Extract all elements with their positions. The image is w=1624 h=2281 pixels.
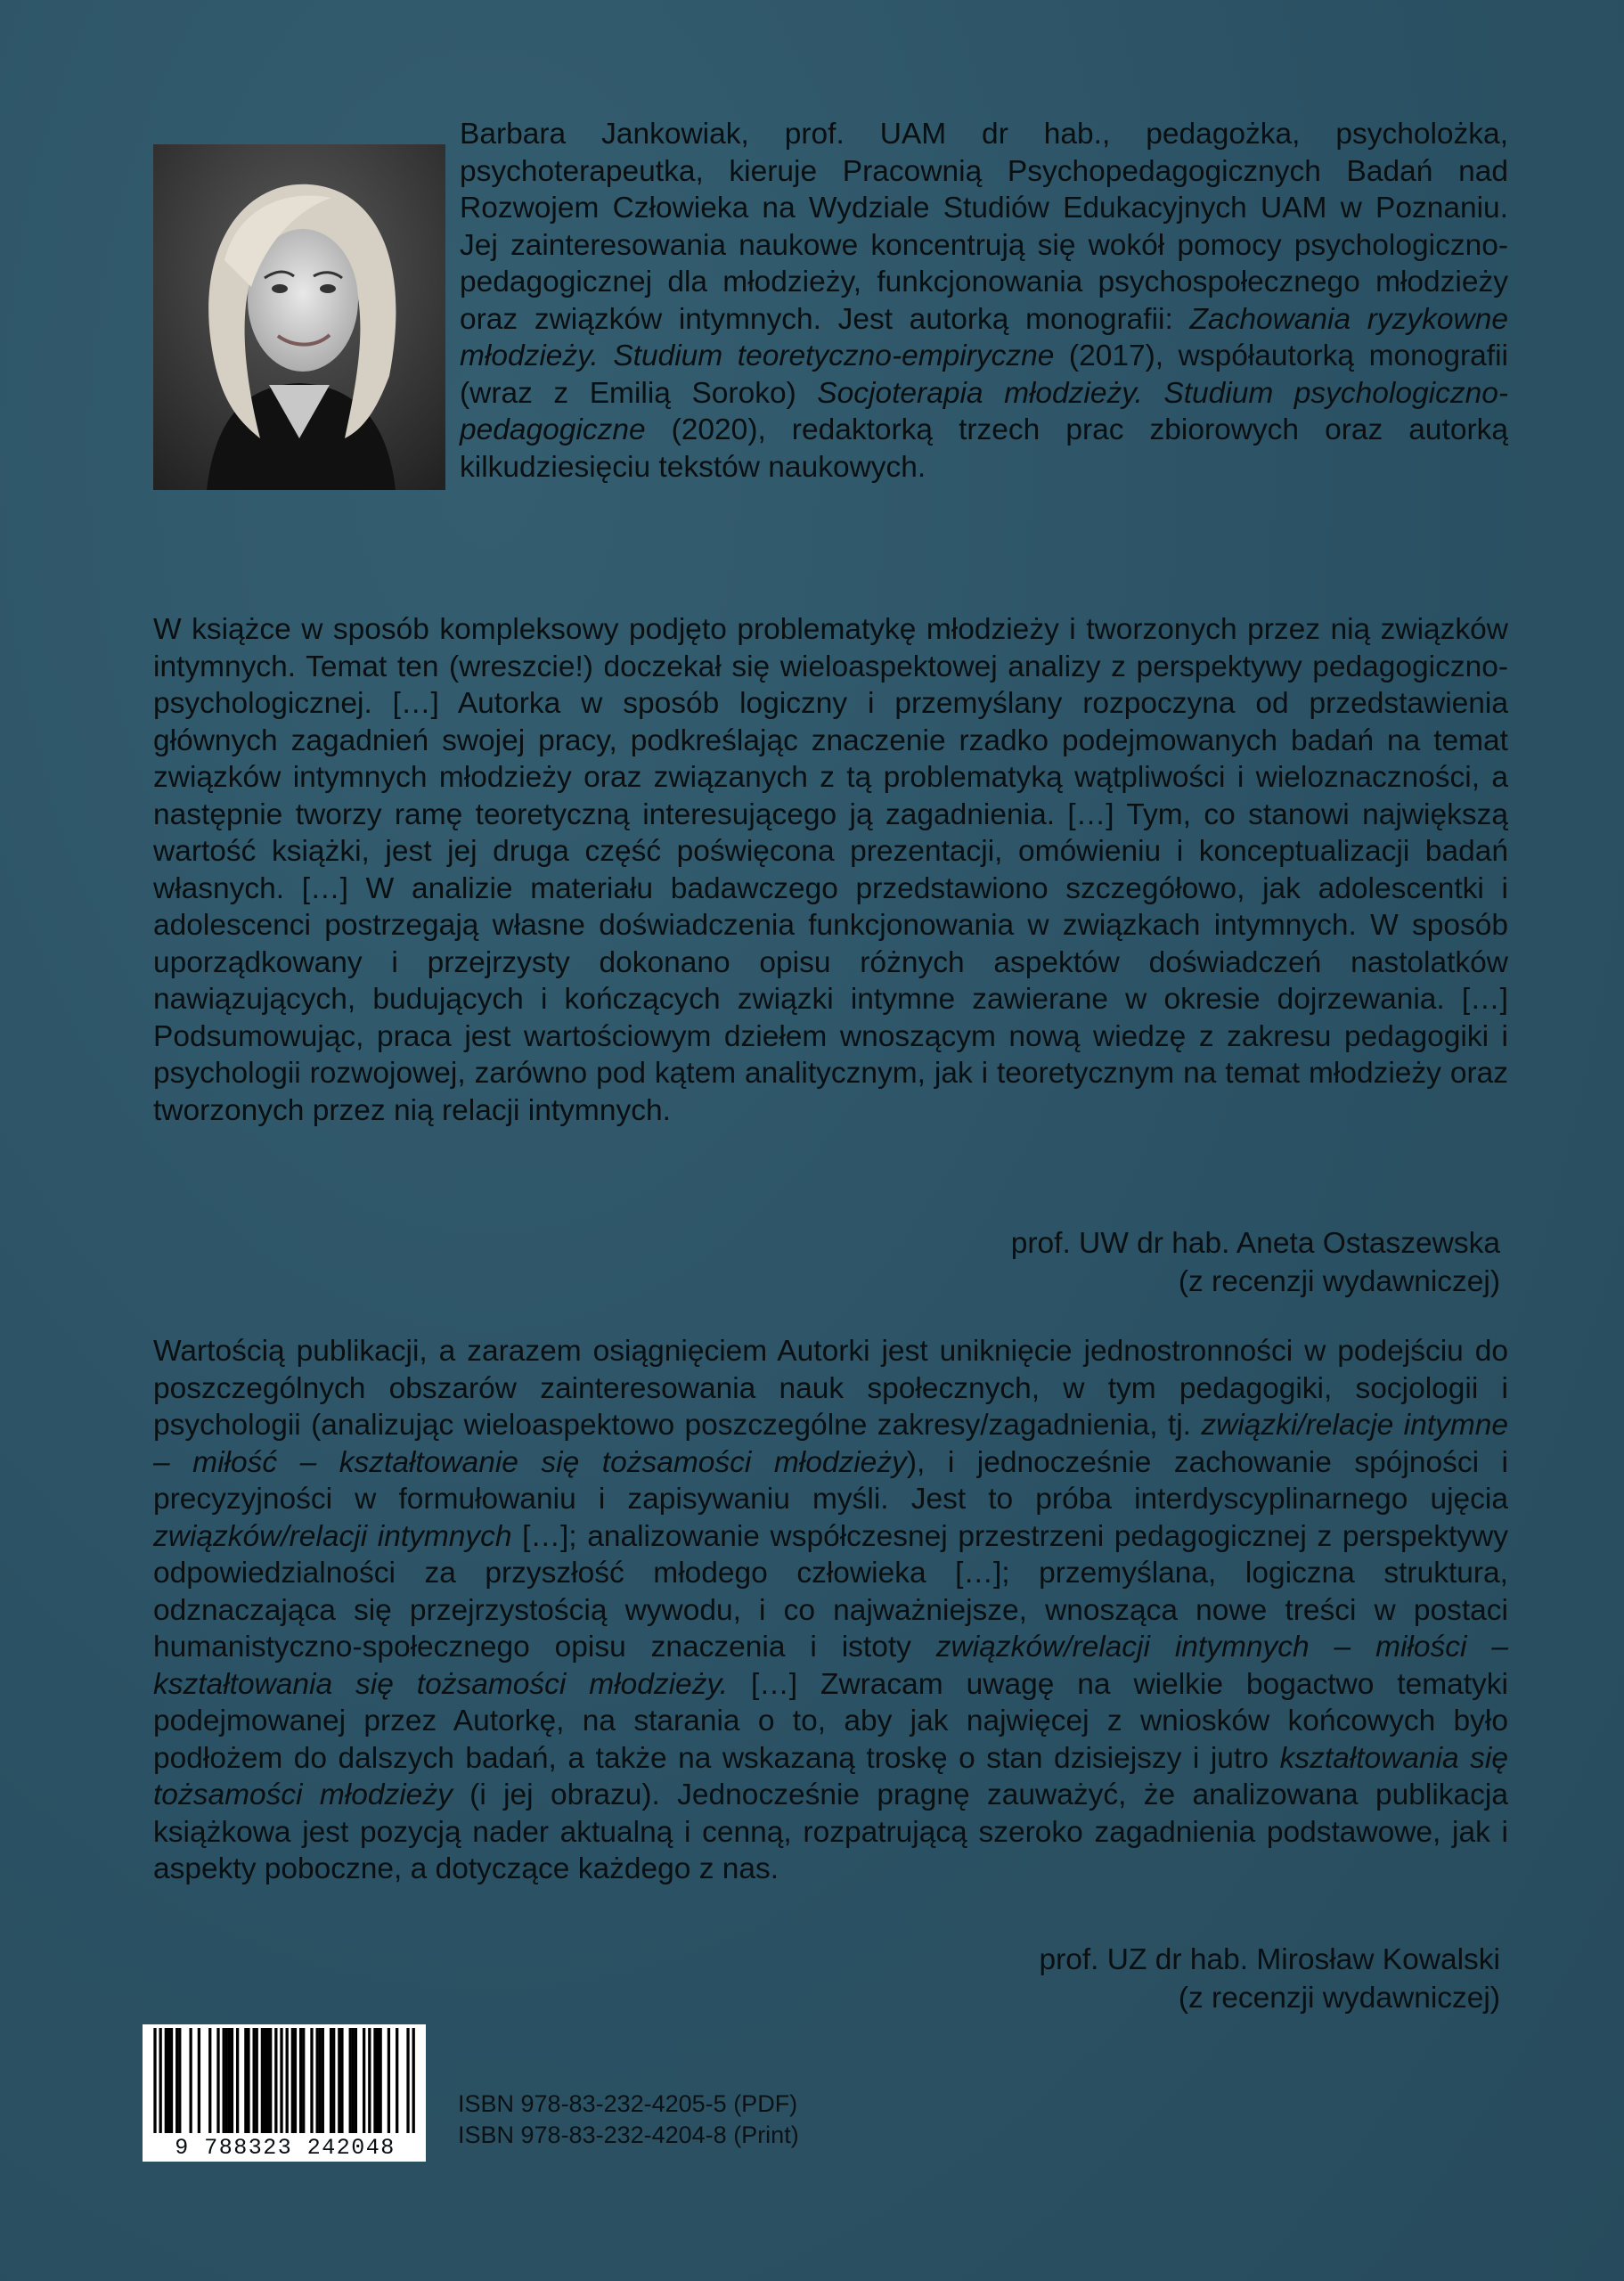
barcode-bar — [198, 2028, 200, 2133]
bio-text-1: Barbara Jankowiak, prof. UAM dr hab., pedagożka, psycholożka, psychoterapeutka, kieruje Pracownią Psychopedagogicznych Badań nad Rozwojem Człowieka na Wydziale Studiów Edukacyjnych UAM w Poznaniu. Jej zainteresowania naukowe koncentrują się wokół pomocy psychologiczno-pedagogicznej dla młodzieży, funkcjonowania psychospołecznego młodzieży oraz związków intymnych. Jest autorką monografii: — [460, 118, 1508, 336]
isbn-print: ISBN 978-83-232-4204-8 (Print) — [458, 2122, 799, 2148]
barcode-bar — [269, 2028, 272, 2133]
barcode-bar — [319, 2028, 322, 2133]
bio-book-title-1: Zachowania ryzykowne młodzieży. Studium teoretyczno-empiryczne — [460, 302, 1509, 372]
barcode-bar — [231, 2028, 233, 2133]
review-2-italic-2: związków/relacji intymnych — [153, 1519, 512, 1553]
review-2-text-1: Wartością publikacji, a zarazem osiągnięciem Autorki jest uniknięcie jednostronności w podejściu do poszczególnych obszarów zainteresowania nauk społecznych, w tym pedagogiki, socjologii i psychologii (analizując wieloaspektowo poszczególne zakresy/zagadnienia, tj. — [153, 1335, 1508, 1442]
barcode-bar — [388, 2028, 390, 2133]
barcode-bar — [264, 2028, 266, 2133]
isbn-block — [458, 2089, 799, 2151]
barcode-bar — [294, 2028, 297, 2133]
barcode-bar — [316, 2028, 319, 2133]
barcode-bar — [330, 2028, 332, 2133]
review-2-signature — [1039, 1941, 1500, 2017]
review-1-source: (z recenzji wydawniczej) — [1178, 1265, 1500, 1298]
barcode-bar — [412, 2028, 415, 2133]
barcode-bar — [376, 2028, 379, 2133]
barcode-bar — [189, 2028, 192, 2133]
author-portrait-image — [153, 144, 445, 490]
barcode-bars — [143, 2024, 426, 2135]
barcode-bar — [340, 2028, 343, 2133]
review-2-text-5: (i jej obrazu). Jednocześnie pragnę zauważyć, że analizowana publikacja książkowa jest pozycją nader aktualną i cenną, rozpatrującą szeroko zagadnienia podstawowe, jak i aspekty poboczne, a dotyczące każdego z nas. — [153, 1778, 1509, 1885]
barcode-bar — [216, 2028, 219, 2133]
barcode-bar — [291, 2028, 294, 2133]
barcode-bar — [247, 2028, 249, 2133]
review-2-italic-1: związki/relacje intymne – miłość – kształtowanie się tożsamości młodzieży — [153, 1409, 1508, 1479]
barcode-bar — [302, 2028, 305, 2133]
barcode-bar — [352, 2028, 355, 2133]
review-1-text: W książce w sposób kompleksowy podjęto problematykę młodzieży i tworzonych przez nią związków intymnych. Temat ten (wreszcie!) doczekał się wieloaspektowej analizy z perspektywy pedagogiczno-psychologicznej. […] Autorka w sposób logiczny i przemyślany rozpoczyna od przedstawienia głównych zagadnień swojej pracy, podkreślając znaczenie rzadko podejmowanych badań na temat związków intymnych młodzieży oraz związanych z tą problematyką wątpliwości i wieloznaczności, a następnie tworzy ramę teoretyczną interesującego ją zagadnienia. […] Tym, co stanowi największą wartość książki, jest jej druga część poświęcona prezentacji, omówieniu i konceptualizacji badań własnych. […] W analizie materiału badawczego przedstawiono szczegółowo, jak adolescentki i adolescenci postrzegają własne doświadczenia funkcjonowania w związkach intymnych. W sposób uporządkowany i przejrzysty dokonano opisu różnych aspektów doświadczeń nastolatków nawiązujących, budujących i kończących związki intymne zawierane w okresie dojrzewania. […] Podsumowując, praca jest wartościowym dziełem wnoszącym nową wiedzę z zakresu pedagogiki i psychologii rozwojowej, zarówno pod kątem analitycznym, jak i teoretycznym na temat młodzieży oraz tworzonych przez nią relacji intymnych. — [153, 613, 1508, 1127]
barcode-bar — [153, 2028, 156, 2133]
barcode-bar — [165, 2028, 167, 2133]
review-1-author: prof. UW dr hab. Aneta Ostaszewska — [1010, 1227, 1500, 1260]
barcode-bar — [406, 2028, 409, 2133]
barcode-bar — [225, 2028, 228, 2133]
barcode-bar — [256, 2028, 258, 2133]
review-2-italic-4: kształtowania się tożsamości młodzieży — [153, 1741, 1508, 1811]
barcode-bar — [159, 2028, 162, 2133]
isbn-pdf: ISBN 978-83-232-4205-5 (PDF) — [458, 2090, 798, 2117]
review-2-text-2: ), i jednocześnie zachowanie spójności i precyzyjności w formułowaniu i zapisywaniu myśli. Jest to próba interdyscyplinarnego ujęcia — [153, 1445, 1508, 1516]
author-bio — [460, 116, 1508, 486]
barcode-bar — [244, 2028, 247, 2133]
bio-text-2: (2017), współautorką monografii (wraz z Emilią Soroko) — [460, 339, 1508, 410]
barcode-bar — [223, 2028, 225, 2133]
barcode-bar — [310, 2028, 313, 2133]
bio-text-3: (2020), redaktorką trzech prac zbiorowych oraz autorką kilkudziesięciu tekstów naukowych. — [460, 413, 1508, 484]
review-2-text-4: […] Zwracam uwagę na wielkie bogactwo tematyki podejmowanej przez Autorkę, na starania o to, aby jak najwięcej z wniosków końcowych było podłożem do dalszych badań, a także na wskazaną troskę o stan dzisiejszy i jutro — [153, 1667, 1508, 1775]
barcode-bar — [261, 2028, 264, 2133]
barcode-bar — [167, 2028, 170, 2133]
barcode-bar — [396, 2028, 398, 2133]
barcode-bar — [322, 2028, 324, 2133]
barcode-bar — [355, 2028, 357, 2133]
barcode-bar — [178, 2028, 181, 2133]
review-2-text-3: […]; analizowanie współczesnej przestrzeni pedagogicznej z perspektywy odpowiedzialności za przyszłość młodego człowieka […]; przemyślana, logiczna struktura, odznaczająca się przejrzystością wywodu, i co najważniejsze, wnosząca nowe treści w postaci humanistyczno-społecznego opisu znaczenia i istoty — [153, 1519, 1509, 1664]
bio-book-title-2: Socjoterapia młodzieży. Studium psychologiczno-pedagogiczne — [460, 376, 1508, 446]
barcode-bar — [274, 2028, 277, 2133]
barcode-bar — [373, 2028, 376, 2133]
barcode-bar — [368, 2028, 371, 2133]
barcode-bar — [280, 2028, 282, 2133]
author-photo — [153, 144, 445, 490]
barcode-bar — [379, 2028, 382, 2133]
barcode-bar — [332, 2028, 335, 2133]
review-2-author: prof. UZ dr hab. Mirosław Kowalski — [1039, 1943, 1500, 1976]
barcode-bar — [175, 2028, 178, 2133]
barcode-bar — [236, 2028, 239, 2133]
barcode-bar — [208, 2028, 211, 2133]
review-1-signature — [1011, 1224, 1500, 1301]
barcode-bar — [170, 2028, 173, 2133]
review-2-italic-3: związków/relacji intymnych – miłości – kształtowania się tożsamości młodzieży. — [153, 1631, 1508, 1701]
barcode-bar — [338, 2028, 340, 2133]
review-2-source: (z recenzji wydawniczej) — [1178, 1982, 1500, 2015]
barcode-bar — [299, 2028, 302, 2133]
barcode-bar — [253, 2028, 256, 2133]
barcode-bar — [363, 2028, 365, 2133]
barcode-bar — [286, 2028, 289, 2133]
barcode-digits: 9 788323 242048 — [144, 2135, 426, 2162]
barcode-bar — [266, 2028, 269, 2133]
review-2-text — [153, 1333, 1508, 1888]
barcode-bar — [349, 2028, 352, 2133]
barcode-bar — [228, 2028, 231, 2133]
